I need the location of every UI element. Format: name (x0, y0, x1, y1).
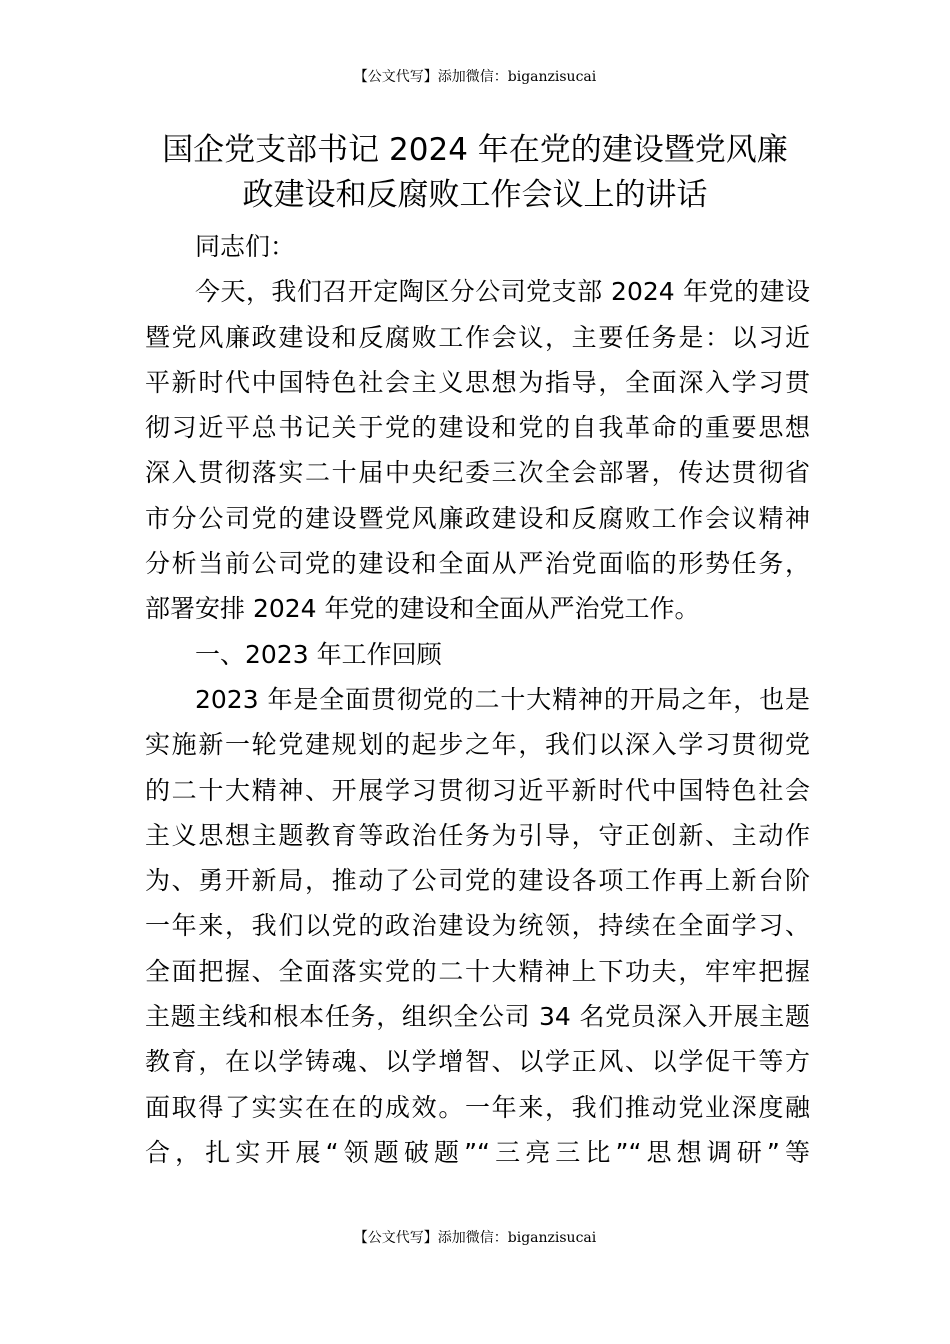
page-footer: 【公文代写】添加微信：biganzisucai (353, 1230, 597, 1246)
title-line: 政建设和反腐败工作会议上的讲话 (242, 177, 708, 213)
paragraph-line: 暨党风廉政建设和反腐败工作会议，主要任务是：以习近 (145, 322, 810, 352)
paragraph-line: 为、勇开新局，推动了公司党的建设各项工作再上新台阶 (145, 866, 810, 896)
paragraph-line: 教育，在以学铸魂、以学增智、以学正风、以学促干等方 (145, 1047, 810, 1077)
salutation: 同志们： (195, 232, 296, 261)
paragraph-line: 面取得了实实在在的成效。一年来，我们推动党业深度融 (145, 1092, 810, 1122)
paragraph-line: 分析当前公司党的建设和全面从严治党面临的形势任务， (145, 549, 810, 579)
paragraph-line: 主题主线和根本任务，组织全公司 34 名党员深入开展主题 (145, 1002, 810, 1032)
paragraph-line: 一年来，我们以党的政治建设为统领，持续在全面学习、 (145, 911, 810, 941)
paragraph-line: 彻习近平总书记关于党的建设和党的自我革命的重要思想 (145, 413, 810, 443)
title-line: 国企党支部书记 2024 年在党的建设暨党风廉 (162, 132, 788, 168)
paragraph-line: 合，扎实开展“领题破题”“三亮三比”“思想调研”等 (145, 1137, 810, 1167)
paragraph-line: 部署安排 2024 年党的建设和全面从严治党工作。 (145, 594, 700, 624)
paragraph-line: 市分公司党的建设暨党风廉政建设和反腐败工作会议精神 (145, 503, 810, 533)
paragraph-line: 深入贯彻落实二十届中央纪委三次全会部署，传达贯彻省 (145, 458, 810, 488)
paragraph-line: 全面把握、全面落实党的二十大精神上下功夫，牢牢把握 (145, 956, 810, 986)
paragraph-line: 的二十大精神、开展学习贯彻习近平新时代中国特色社会 (145, 775, 810, 805)
page-header: 【公文代写】添加微信：biganzisucai (353, 69, 597, 85)
document-title (95, 128, 855, 218)
paragraph-line: 今天，我们召开定陶区分公司党支部 2024 年党的建设 (195, 277, 810, 307)
section-heading: 一、2023 年工作回顾 (195, 639, 442, 669)
paragraph-line: 实施新一轮党建规划的起步之年，我们以深入学习贯彻党 (145, 730, 810, 760)
paragraph-line: 平新时代中国特色社会主义思想为指导，全面深入学习贯 (145, 367, 810, 397)
paragraph-line: 2023 年是全面贯彻党的二十大精神的开局之年，也是 (195, 684, 810, 714)
document-body (145, 224, 810, 1175)
paragraph-line: 主义思想主题教育等政治任务为引导，守正创新、主动作 (145, 820, 810, 850)
